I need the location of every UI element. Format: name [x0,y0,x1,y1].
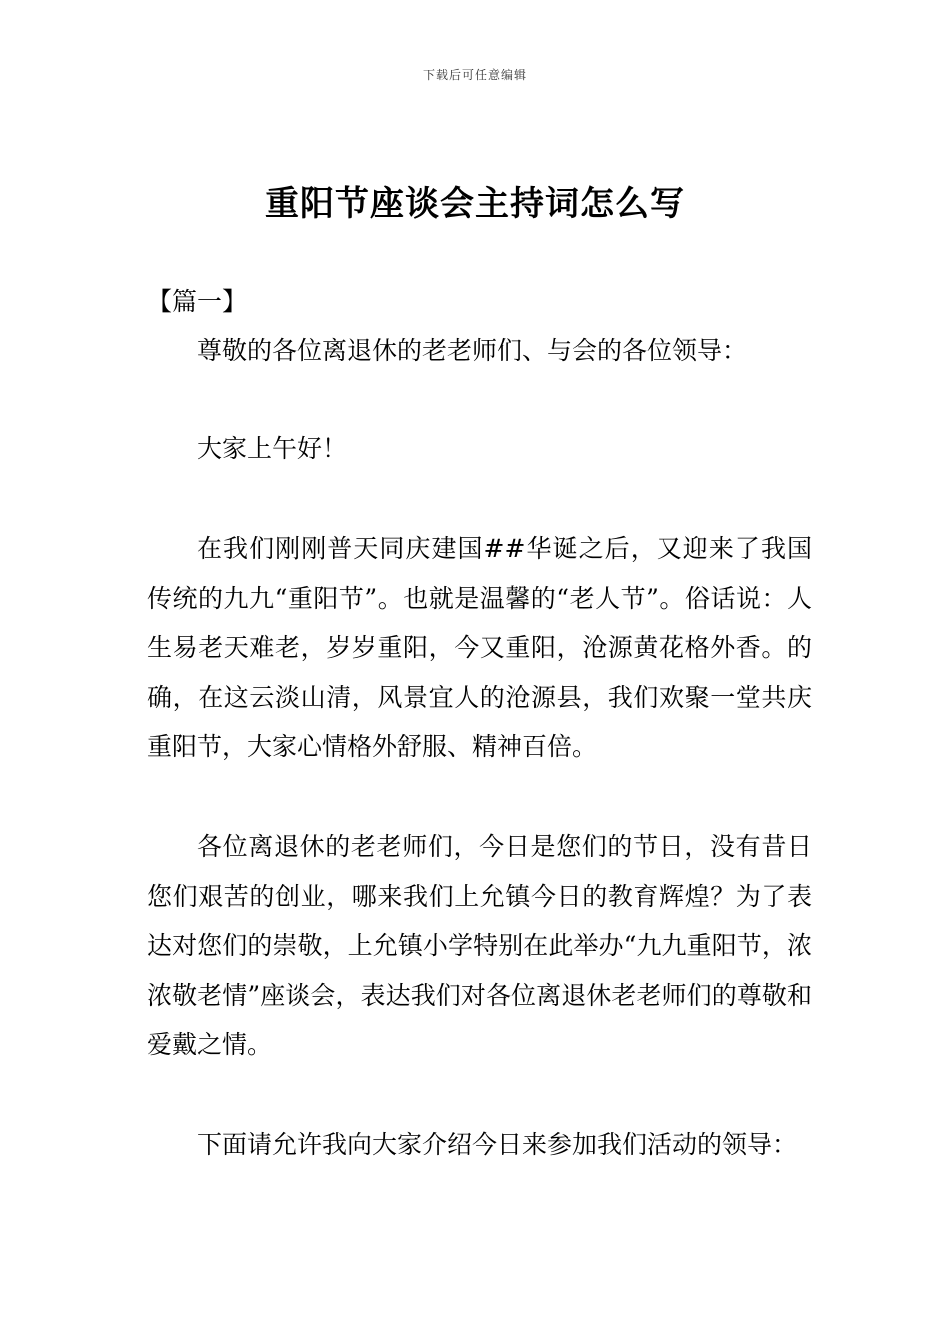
paragraph-tribute: 各位离退休的老老师们，今日是您们的节日，没有昔日您们艰苦的创业，哪来我们上允镇今日的教育辉煌？为了表达对您们的崇敬，上允镇小学特别在此举办“九九重阳节，浓浓敬老情”座谈会，表达我们对各位离退休老老师们的尊敬和爱戴之情。 [147,832,812,1059]
paragraph-greeting: 尊敬的各位离退休的老老师们、与会的各位领导： [197,336,748,365]
document-title: 重阳节座谈会主持词怎么写 [265,184,685,224]
paragraph-introduce-leaders: 下面请允许我向大家介绍今日来参加我们活动的领导： [197,1130,798,1159]
paragraph-good-morning: 大家上午好！ [197,434,348,463]
paragraph-festival-intro: 在我们刚刚普天同庆建国##华诞之后，又迎来了我国传统的九九“重阳节”。也就是温馨的“老人节”。俗话说：人生易老天难老，岁岁重阳，今又重阳，沧源黄花格外香。的确，在这云淡山清，风景宜人的沧源县，我们欢聚一堂共庆重阳节，大家心情格外舒服、精神百倍。 [147,534,812,761]
header-note: 下载后可任意编辑 [422,68,527,82]
section-label: 【篇一】 [147,287,248,316]
